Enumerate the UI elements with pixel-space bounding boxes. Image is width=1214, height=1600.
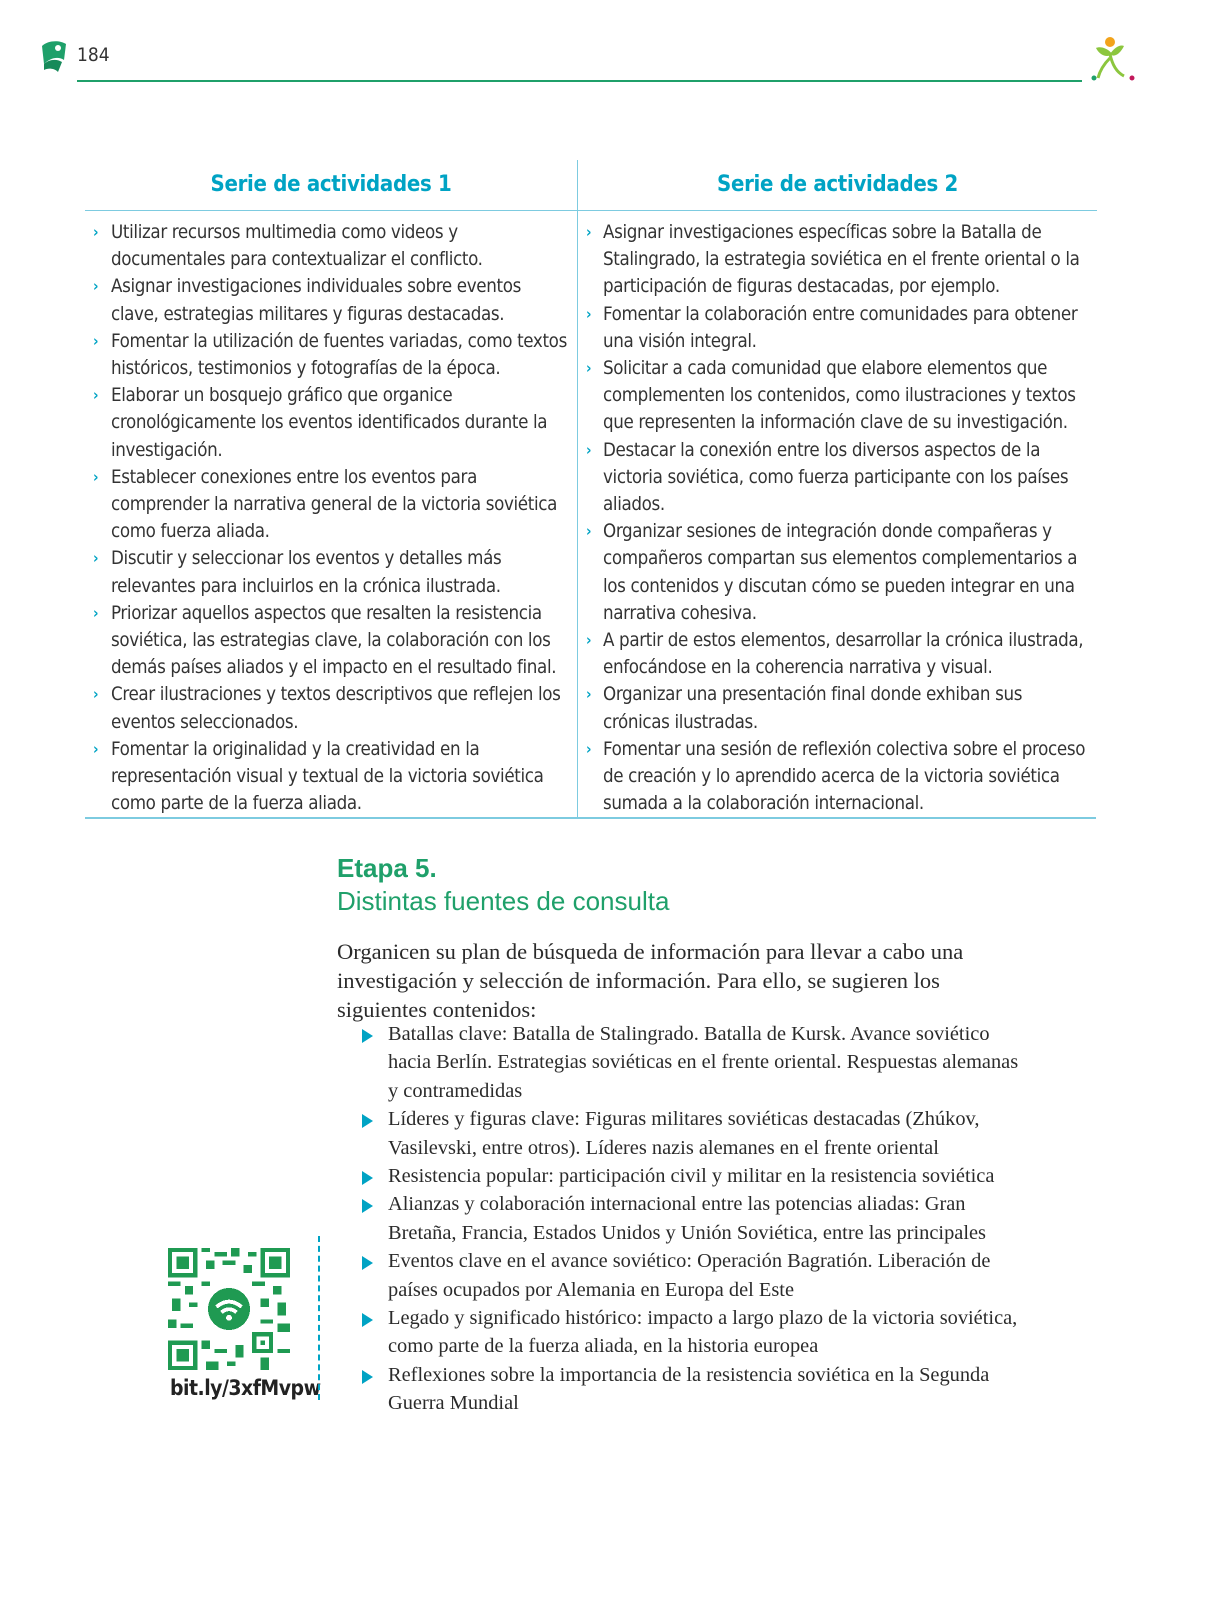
- triangle-bullet-icon: [362, 1370, 373, 1384]
- triangle-bullet-icon: [362, 1313, 373, 1327]
- list-item: › Organizar una presentación final donde exhiban sus crónicas ilustradas.: [578, 681, 1097, 735]
- chevron-right-icon: ›: [586, 440, 592, 459]
- triangle-bullet-icon: [362, 1029, 373, 1043]
- list-item: › Organizar sesiones de integración donde compañeras y compañeros compartan sus elementos complementarios a los contenidos y discutan cómo se pueden integrar en una narrativa cohesiva.: [578, 518, 1097, 627]
- stage-intro: Organicen su plan de búsqueda de información para llevar a cabo una investigación y selección de información. Para ello, se sugieren los siguientes contenidos:: [337, 939, 964, 1022]
- table-bottom-rule: [85, 817, 1096, 819]
- flower-emblem-icon: [1088, 34, 1138, 84]
- list-item: › Utilizar recursos multimedia como videos y documentales para contextualizar el conflicto.: [85, 219, 577, 273]
- stage-heading: [337, 852, 669, 918]
- list-item: › Establecer conexiones entre los eventos para comprender la narrativa general de la victoria soviética como fuerza aliada.: [85, 464, 577, 546]
- triangle-bullet-icon: [362, 1114, 373, 1128]
- list-item: Batallas clave: Batalla de Stalingrado. Batalla de Kursk. Avance soviético hacia Berlín. Estrategias soviéticas en el frente oriental. Respuestas alemanas y contramedidas: [362, 1020, 1022, 1105]
- list-item: › Asignar investigaciones individuales sobre eventos clave, estrategias militares y figuras destacadas.: [85, 273, 577, 327]
- list-item: › Fomentar la colaboración entre comunidades para obtener una visión integral.: [578, 301, 1097, 355]
- chevron-right-icon: ›: [93, 277, 99, 296]
- list-item: Legado y significado histórico: impacto a largo plazo de la victoria soviética, como parte de la fuerza aliada, en la historia europea: [362, 1304, 1022, 1361]
- list-item: › Solicitar a cada comunidad que elabore elementos que complementen los contenidos, como ilustraciones y textos que representen la información clave de su investigación.: [578, 355, 1097, 437]
- list-item: › Priorizar aquellos aspectos que resalten la resistencia soviética, las estrategias clave, la colaboración con los demás países aliados y el impacto en el resultado final.: [85, 600, 577, 682]
- chevron-right-icon: ›: [93, 549, 99, 568]
- chevron-right-icon: ›: [586, 631, 592, 650]
- chevron-right-icon: ›: [93, 467, 99, 486]
- topic-list: [362, 1020, 1022, 1418]
- list-item: Eventos clave en el avance soviético: Operación Bagratión. Liberación de países ocupados por Alemania en Europa del Este: [362, 1247, 1022, 1304]
- leaf-book-icon: [38, 38, 70, 74]
- stage-number: Etapa 5.: [337, 853, 437, 883]
- list-item: › Fomentar una sesión de reflexión colectiva sobre el proceso de creación y lo aprendido acerca de la victoria soviética sumada a la colaboración internacional.: [578, 736, 1097, 818]
- triangle-bullet-icon: [362, 1199, 373, 1213]
- chevron-right-icon: ›: [586, 304, 592, 323]
- chevron-right-icon: ›: [586, 223, 592, 241]
- chevron-right-icon: ›: [586, 685, 592, 704]
- list-item: Reflexiones sobre la importancia de la resistencia soviética en la Segunda Guerra Mundial: [362, 1361, 1022, 1418]
- chevron-right-icon: ›: [93, 739, 99, 758]
- chevron-right-icon: ›: [586, 739, 592, 758]
- list-item: Resistencia popular: participación civil y militar en la resistencia soviética: [362, 1162, 1022, 1190]
- activity-list: [85, 219, 577, 817]
- list-item: Alianzas y colaboración internacional entre las potencias aliadas: Gran Bretaña, Francia, Estados Unidos y Unión Soviética, entre las principales: [362, 1190, 1022, 1247]
- activities-table: [85, 160, 1096, 818]
- chevron-right-icon: ›: [586, 522, 592, 541]
- list-item: Líderes y figuras clave: Figuras militares soviéticas destacadas (Zhúkov, Vasilevski, entre otros). Líderes nazis alemanes en el frente oriental: [362, 1105, 1022, 1162]
- list-item: › A partir de estos elementos, desarrollar la crónica ilustrada, enfocándose en la coherencia narrativa y visual.: [578, 627, 1097, 681]
- list-item: › Discutir y seleccionar los eventos y detalles más relevantes para incluirlos en la crónica ilustrada.: [85, 545, 577, 599]
- page-number: 184: [77, 44, 110, 66]
- header-rule: [77, 80, 1082, 82]
- qr-link[interactable]: bit.ly/3xfMvpw: [170, 1376, 321, 1400]
- chevron-right-icon: ›: [93, 685, 99, 704]
- qr-code-icon[interactable]: [168, 1248, 290, 1370]
- chevron-right-icon: ›: [586, 359, 592, 378]
- column-title: Serie de actividades 2: [578, 160, 1097, 211]
- triangle-bullet-icon: [362, 1171, 373, 1185]
- activity-list: [578, 219, 1097, 817]
- list-item: › Destacar la conexión entre los diversos aspectos de la victoria soviética, como fuerza participante con los países aliados.: [578, 437, 1097, 519]
- activities-column-2: [577, 160, 1097, 818]
- chevron-right-icon: ›: [93, 331, 99, 350]
- chevron-right-icon: ›: [93, 603, 99, 622]
- list-item: › Elaborar un bosquejo gráfico que organice cronológicamente los eventos identificados durante la investigación.: [85, 382, 577, 464]
- column-title: Serie de actividades 1: [85, 160, 577, 211]
- list-item: › Asignar investigaciones específicas sobre la Batalla de Stalingrado, la estrategia soviética en el frente oriental o la participación de figuras destacadas, por ejemplo.: [578, 219, 1097, 301]
- stage-title: Distintas fuentes de consulta: [337, 886, 670, 916]
- chevron-right-icon: ›: [93, 386, 99, 405]
- chevron-right-icon: ›: [93, 223, 99, 241]
- list-item: › Fomentar la originalidad y la creatividad en la representación visual y textual de la victoria soviética como parte de la fuerza aliada.: [85, 736, 577, 818]
- triangle-bullet-icon: [362, 1256, 373, 1270]
- list-item: › Crear ilustraciones y textos descriptivos que reflejen los eventos seleccionados.: [85, 681, 577, 735]
- activities-column-1: [85, 160, 577, 818]
- qr-divider: [318, 1236, 320, 1400]
- list-item: › Fomentar la utilización de fuentes variadas, como textos históricos, testimonios y fotografías de la época.: [85, 328, 577, 382]
